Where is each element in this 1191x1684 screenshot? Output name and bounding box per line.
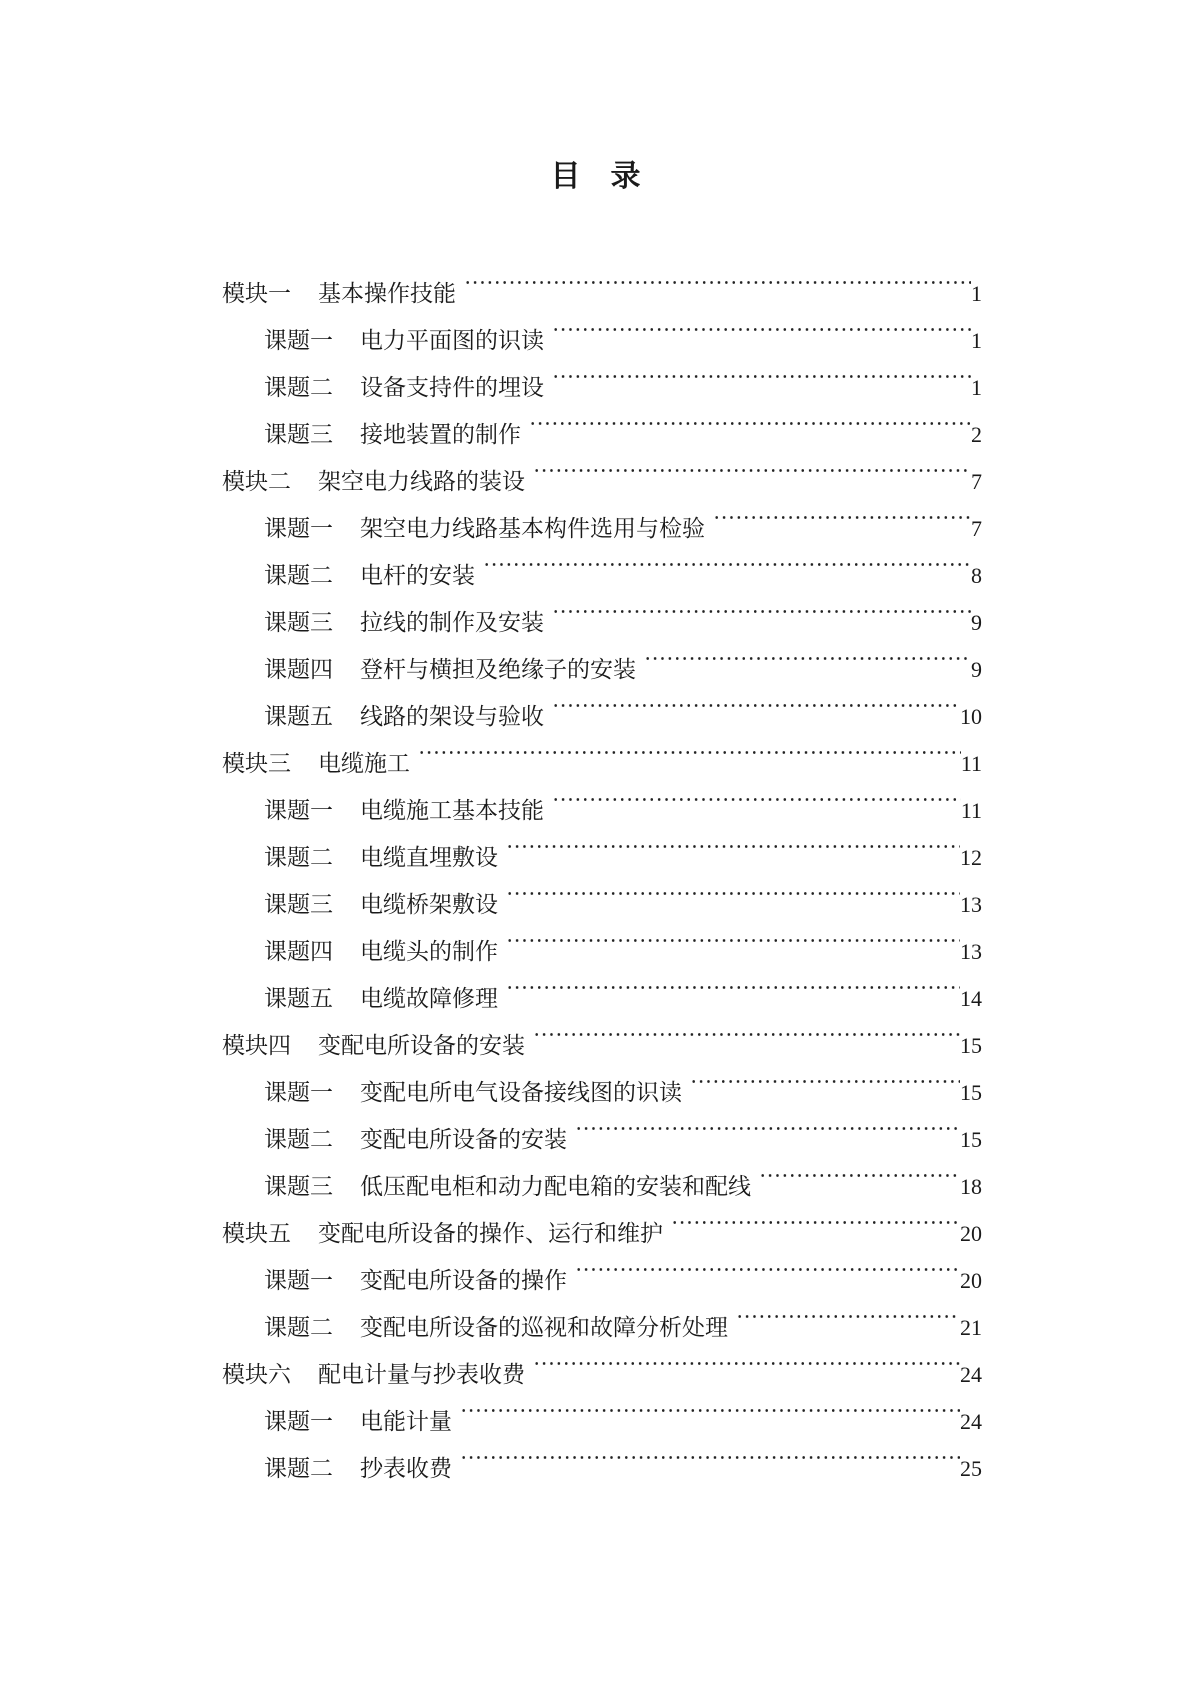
toc-entry-title: 电力平面图的识读 [360,328,544,354]
toc-entry-title: 变配电所设备的操作、运行和维护 [318,1221,663,1247]
toc-entry-label: 课题二 [264,1127,333,1153]
toc-entry-label: 课题一 [264,516,333,542]
toc-page-number: 1 [971,281,982,306]
toc-page-number: 10 [960,704,982,729]
toc-entry-title: 电缆施工 [318,751,410,777]
toc-entry-title: 电能计量 [360,1409,452,1435]
dot-leader [548,677,960,724]
toc-page-number: 13 [960,939,982,964]
toc-entry-title: 电缆施工基本技能 [360,798,544,824]
toc-entry-label: 课题五 [264,704,333,730]
toc-entry-label: 课题一 [264,1409,333,1435]
toc-entry-title: 电杆的安装 [360,563,475,589]
dot-leader [479,536,971,583]
toc-entry-title: 抄表收费 [360,1456,452,1482]
toc-entry-title: 拉线的制作及安装 [360,610,544,636]
dot-leader [502,865,960,912]
dot-leader [456,1382,960,1429]
dot-leader [640,630,971,677]
toc-page-number: 20 [960,1268,982,1293]
toc-entry-title: 变配电所设备的巡视和故障分析处理 [360,1315,728,1341]
toc-entry-label: 课题一 [264,328,333,354]
toc-page-number: 24 [960,1409,982,1434]
toc-page-number: 14 [960,986,982,1011]
toc-page-number: 11 [960,751,982,776]
toc-entry-title: 电缆桥架敷设 [360,892,498,918]
toc-page-number: 1 [971,375,982,400]
toc-page-number: 13 [960,892,982,917]
toc-page-number: 1 [971,328,982,353]
toc-entry-title: 线路的架设与验收 [360,704,544,730]
toc-page-number: 18 [960,1174,982,1199]
dot-leader [525,395,971,442]
toc-entry-title: 接地装置的制作 [360,422,521,448]
toc-entry-label: 模块一 [222,281,291,307]
table-of-contents [222,254,982,1482]
toc-entry-title: 低压配电柜和动力配电箱的安装和配线 [360,1174,751,1200]
toc-entry-label: 课题二 [264,375,333,401]
toc-page-number: 24 [960,1362,982,1387]
toc-page-number: 11 [960,798,982,823]
toc-entry-label: 课题四 [264,657,333,683]
toc-entry-label: 课题三 [264,1174,333,1200]
dot-leader [548,771,961,818]
dot-leader [667,1194,960,1241]
toc-page-number: 8 [971,563,982,588]
dot-leader [755,1147,960,1194]
dot-leader [732,1288,960,1335]
toc-entry-label: 课题一 [264,1080,333,1106]
dot-leader [529,442,971,489]
dot-leader [686,1053,960,1100]
dot-leader [460,254,971,301]
toc-entry-label: 课题二 [264,845,333,871]
toc-entry-title: 基本操作技能 [318,281,456,307]
dot-leader [548,583,971,630]
toc-entry-label: 课题一 [264,1268,333,1294]
dot-leader [548,348,971,395]
dot-leader [529,1335,960,1382]
toc-entry-label: 课题三 [264,610,333,636]
dot-leader [502,818,960,865]
toc-entry-title: 变配电所设备的安装 [318,1033,525,1059]
toc-page-number: 7 [971,469,982,494]
toc-entry-title: 电缆故障修理 [360,986,498,1012]
toc-module-entry[interactable] [222,254,982,307]
dot-leader [571,1241,960,1288]
toc-entry-label: 课题二 [264,563,333,589]
dot-leader [571,1100,960,1147]
toc-entry-title: 电缆头的制作 [360,939,498,965]
dot-leader [414,724,961,771]
toc-page-number: 20 [960,1221,982,1246]
toc-page-number: 15 [960,1033,982,1058]
toc-entry-label: 模块三 [222,751,291,777]
page-title: 目 录 [550,159,641,194]
toc-page-number: 15 [960,1080,982,1105]
toc-page-number: 7 [971,516,982,541]
toc-page-number: 15 [960,1127,982,1152]
toc-entry-label: 模块五 [222,1221,291,1247]
toc-entry-label: 课题二 [264,1456,333,1482]
toc-entry-label: 课题五 [264,986,333,1012]
toc-entry-label: 课题三 [264,892,333,918]
toc-entry-title: 架空电力线路基本构件选用与检验 [360,516,705,542]
toc-entry-label: 课题一 [264,798,333,824]
toc-entry-label: 模块二 [222,469,291,495]
dot-leader [502,959,960,1006]
dot-leader [456,1429,960,1476]
toc-page-number: 9 [971,657,982,682]
toc-entry-label: 课题三 [264,422,333,448]
toc-entry-label: 模块六 [222,1362,291,1388]
dot-leader [529,1006,960,1053]
toc-page-number: 25 [960,1456,982,1481]
toc-entry-title: 变配电所设备的操作 [360,1268,567,1294]
toc-entry-label: 课题四 [264,939,333,965]
dot-leader [548,301,971,348]
toc-page-number: 9 [971,610,982,635]
toc-page-number: 12 [960,845,982,870]
toc-entry-title: 电缆直埋敷设 [360,845,498,871]
toc-page-number: 2 [971,422,982,447]
toc-entry-title: 变配电所电气设备接线图的识读 [360,1080,682,1106]
dot-leader [502,912,960,959]
dot-leader [709,489,971,536]
toc-entry-title: 变配电所设备的安装 [360,1127,567,1153]
toc-entry-title: 登杆与横担及绝缘子的安装 [360,657,636,683]
toc-page-number: 21 [960,1315,982,1340]
toc-entry-title: 配电计量与抄表收费 [318,1362,525,1388]
toc-entry-title: 设备支持件的埋设 [360,375,544,401]
toc-entry-label: 模块四 [222,1033,291,1059]
toc-entry-label: 课题二 [264,1315,333,1341]
toc-entry-title: 架空电力线路的装设 [318,469,525,495]
